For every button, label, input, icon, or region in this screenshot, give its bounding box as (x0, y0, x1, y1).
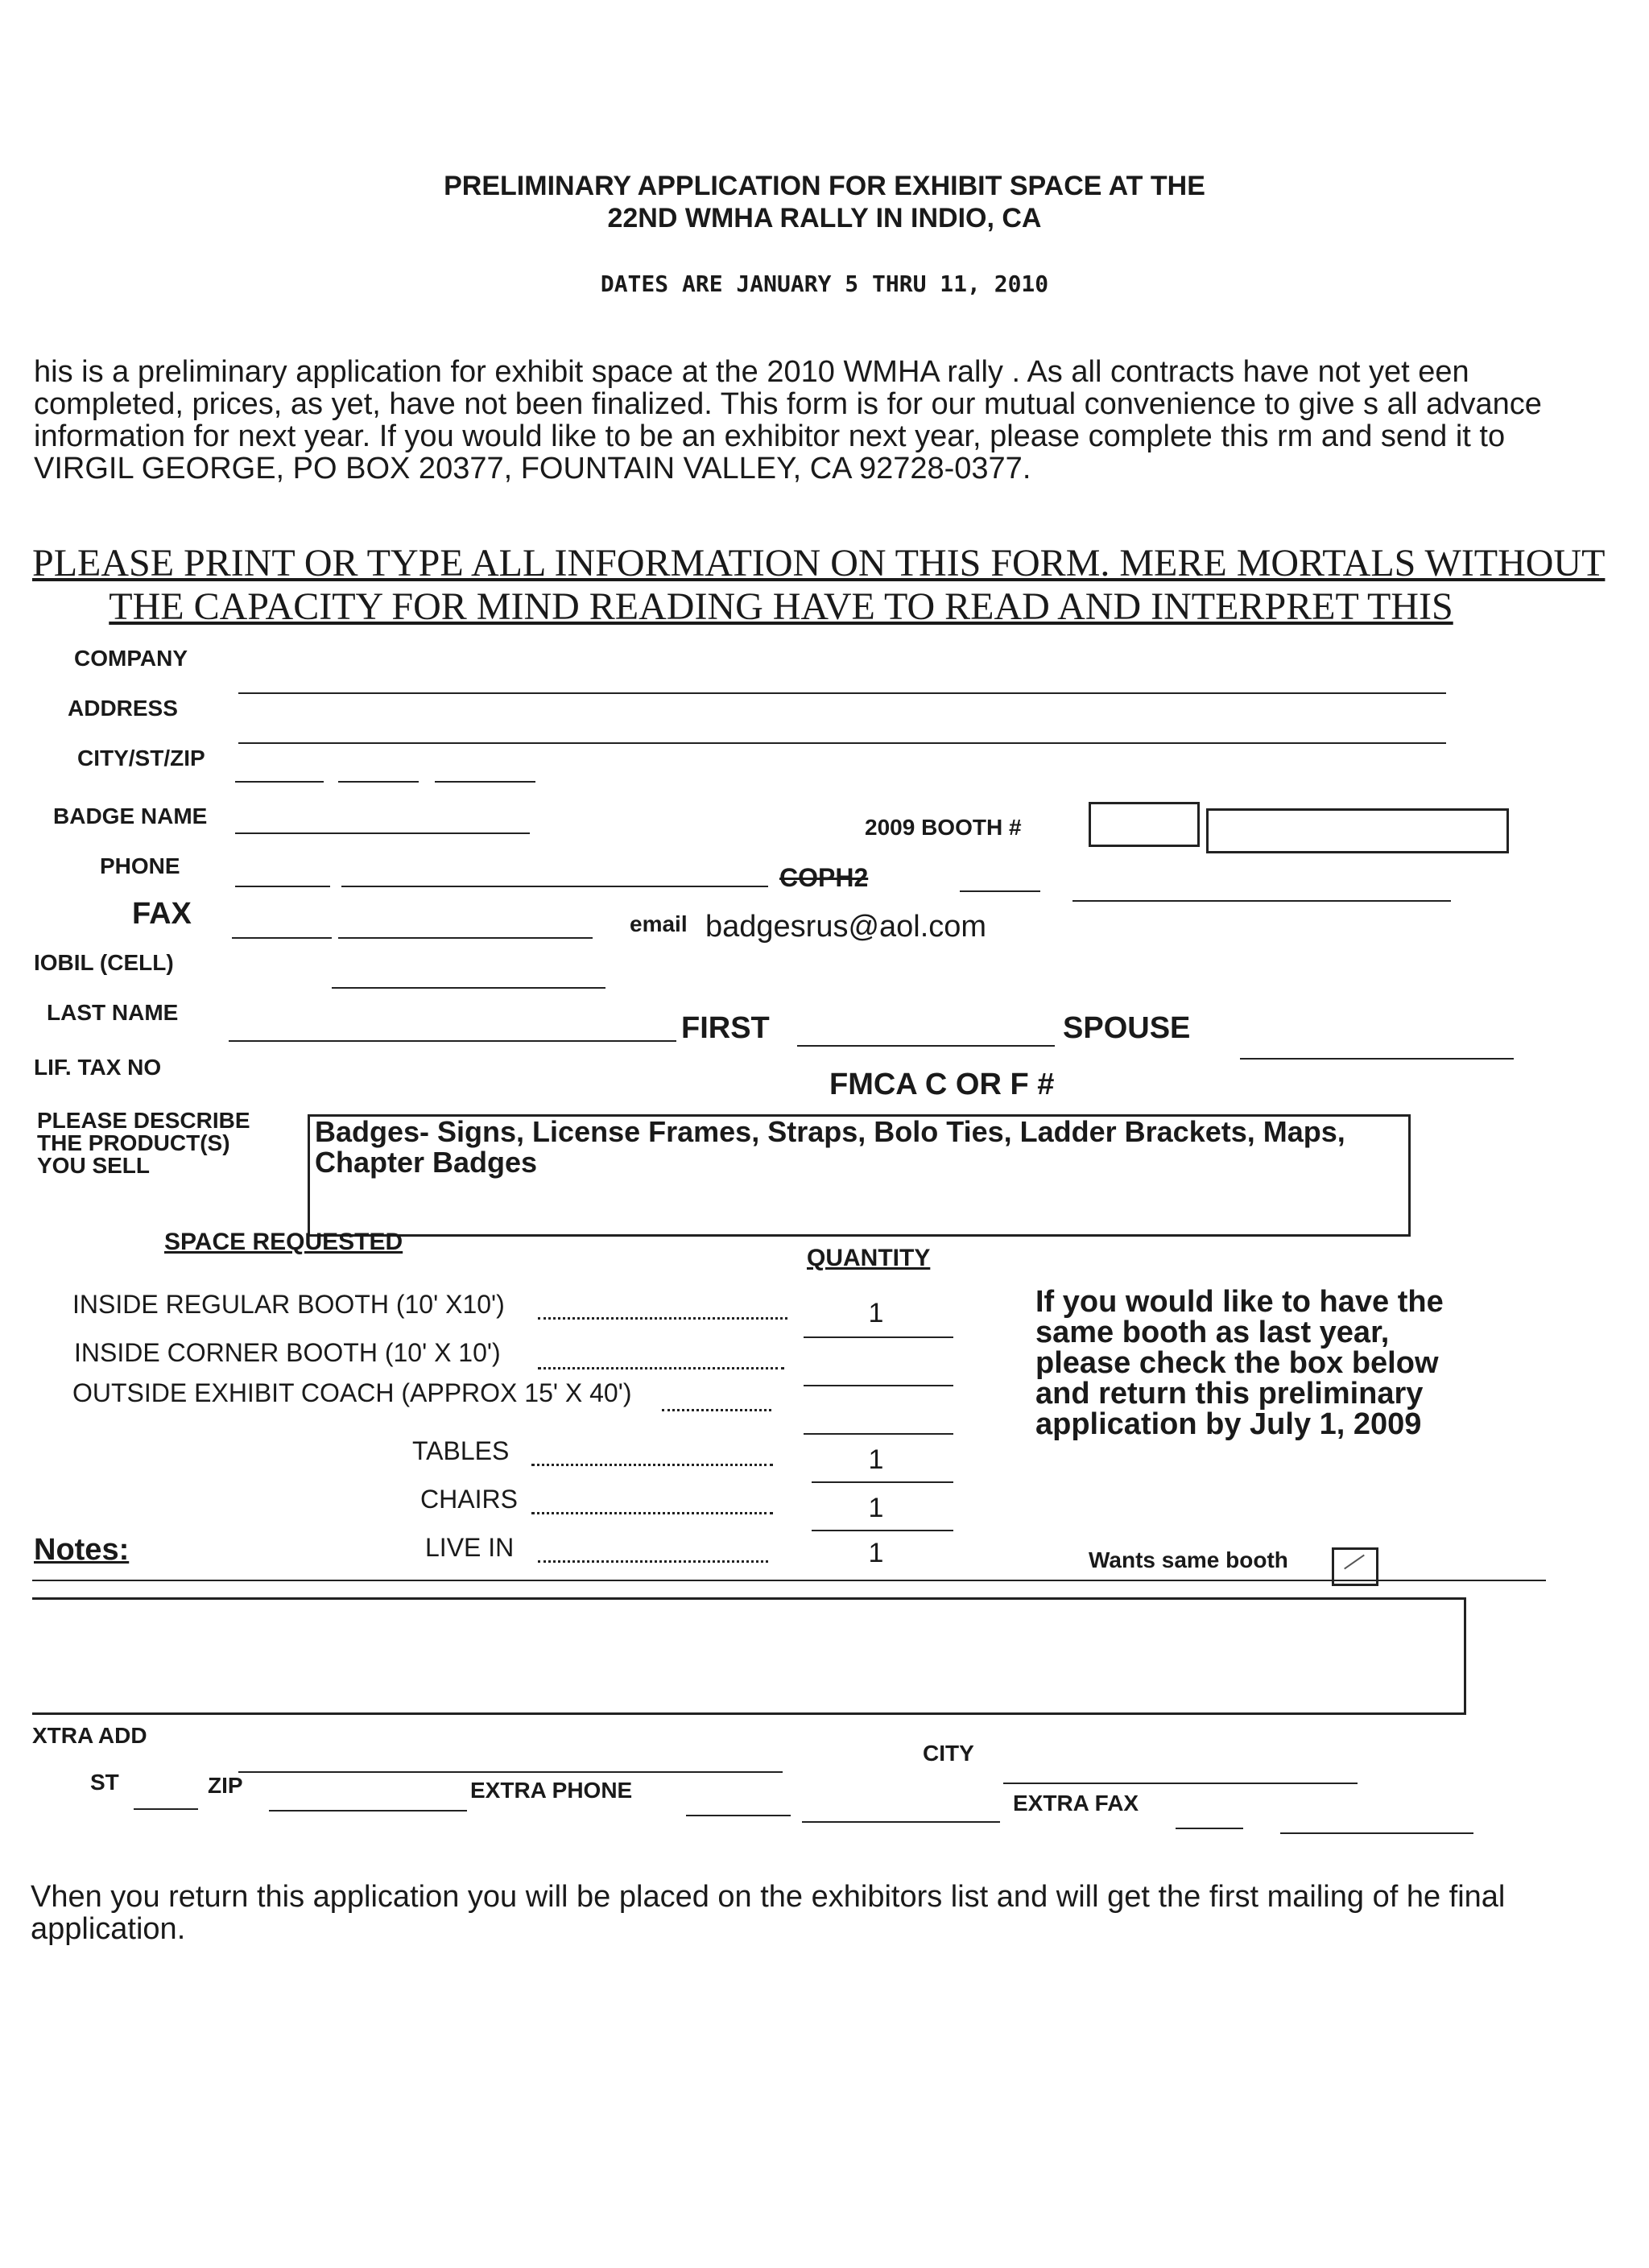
extra-phone-label: EXTRA PHONE (470, 1778, 633, 1803)
coph2-label: COPH2 (779, 863, 869, 892)
city-field[interactable] (235, 781, 324, 783)
address-field[interactable] (238, 742, 1446, 744)
badge-name-field[interactable] (235, 832, 530, 834)
phone-label: PHONE (100, 853, 180, 878)
spouse-label: SPOUSE (1063, 1011, 1191, 1045)
qty-outside-coach-line (804, 1433, 953, 1435)
space-row-tables: TABLES (412, 1436, 510, 1465)
extra-zip-label: ZIP (208, 1773, 243, 1798)
extra-phone-number-field[interactable] (802, 1821, 1000, 1823)
space-row-outside-coach: OUTSIDE EXHIBIT COACH (APPROX 15' X 40') (72, 1378, 632, 1407)
mobile-field[interactable] (332, 987, 605, 989)
fax-area-field[interactable] (232, 937, 332, 939)
intro-paragraph: his is a preliminary application for exhibit space at the 2010 WMHA rally . As all contracts have not yet een completed, prices, as yet, have not been finalized. This form is for our mutual convenience to give s all advance information for next year. If you would like to be an exhibitor next year, please complete this rm and send it to VIRGIL GEORGE, PO BOX 20377, FOUNTAIN VALLEY, CA 92728-0377. (34, 355, 1542, 485)
extra-add-label: XTRA ADD (32, 1723, 147, 1748)
event-dates: DATES ARE JANUARY 5 THRU 11, 2010 (600, 271, 1049, 297)
qty-regular-booth-line (804, 1336, 953, 1338)
first-label: FIRST (681, 1011, 770, 1045)
city-st-zip-label: CITY/ST/ZIP (77, 746, 205, 770)
extra-add-field[interactable] (238, 1771, 783, 1773)
space-row-regular-booth: INSIDE REGULAR BOOTH (10' X10') (72, 1290, 505, 1319)
qty-chairs-line (812, 1530, 953, 1531)
leader-dots (538, 1317, 787, 1320)
leader-dots (662, 1409, 771, 1411)
booth-2009-label: 2009 BOOTH # (865, 815, 1022, 840)
extra-zip-field[interactable] (269, 1810, 467, 1812)
last-name-field[interactable] (229, 1040, 676, 1042)
spouse-field[interactable] (1240, 1058, 1514, 1060)
leader-dots (531, 1464, 773, 1466)
notes-label: Notes: (34, 1533, 130, 1567)
extra-fax-label: EXTRA FAX (1013, 1791, 1139, 1816)
address-label: ADDRESS (68, 696, 178, 721)
same-booth-label: Wants same booth (1089, 1547, 1288, 1572)
notice-line-2: THE CAPACITY FOR MIND READING HAVE TO READ AND INTERPRET THIS (109, 585, 1453, 628)
last-name-label: LAST NAME (47, 1000, 179, 1025)
space-row-live-in: LIVE IN (425, 1533, 515, 1562)
booth-2009-box-2[interactable] (1206, 808, 1509, 853)
quantity-heading: QUANTITY (807, 1245, 931, 1271)
mobile-label: IOBIL (CELL) (34, 950, 174, 975)
fax-number-field[interactable] (338, 937, 593, 939)
space-row-corner-booth: INSIDE CORNER BOOTH (10' X 10') (74, 1338, 501, 1367)
extra-phone-area-field[interactable] (686, 1815, 791, 1816)
phone-area-field[interactable] (235, 886, 330, 887)
qty-tables[interactable]: 1 (868, 1444, 884, 1475)
fmca-label: FMCA C OR F # (829, 1068, 1055, 1101)
extra-fax-number-field[interactable] (1280, 1832, 1473, 1834)
qty-chairs[interactable]: 1 (868, 1493, 884, 1523)
badge-name-label: BADGE NAME (53, 804, 208, 828)
notes-box[interactable] (32, 1597, 1466, 1715)
describe-products-label: PLEASE DESCRIBE THE PRODUCT(S) YOU SELL (37, 1108, 250, 1178)
extra-fax-area-field[interactable] (1176, 1828, 1243, 1829)
extra-st-label: ST (90, 1770, 119, 1795)
notice-line-1: PLEASE PRINT OR TYPE ALL INFORMATION ON THIS FORM. MERE MORTALS WITHOUT (32, 542, 1606, 585)
coph2-number-field[interactable] (1072, 900, 1451, 902)
first-field[interactable] (797, 1045, 1055, 1047)
extra-city-field[interactable] (1003, 1783, 1358, 1784)
calif-tax-label: LIF. TAX NO (34, 1055, 162, 1080)
products-value: Badges- Signs, License Frames, Straps, Bolo Ties, Ladder Brackets, Maps, Chapter Badges (315, 1115, 1345, 1179)
leader-dots (538, 1367, 784, 1369)
zip-field[interactable] (435, 781, 535, 783)
notes-divider (32, 1580, 1546, 1581)
same-booth-instructions: If you would like to have the same booth as last year, please check the box below and return this preliminary application by July 1, 2009 (1035, 1285, 1444, 1441)
email-value[interactable]: badgesrus@aol.com (705, 910, 987, 944)
qty-regular-booth[interactable]: 1 (868, 1298, 884, 1328)
extra-st-field[interactable] (134, 1808, 198, 1810)
qty-tables-line (812, 1481, 953, 1483)
title-line-2: 22ND WMHA RALLY IN INDIO, CA (607, 203, 1042, 233)
qty-corner-booth-line (804, 1385, 953, 1386)
coph2-area-field[interactable] (960, 890, 1040, 892)
title-line-1: PRELIMINARY APPLICATION FOR EXHIBIT SPACE AT THE (444, 171, 1205, 201)
company-field[interactable] (238, 692, 1446, 694)
products-box[interactable] (308, 1114, 1411, 1237)
space-row-chairs: CHAIRS (420, 1485, 518, 1514)
footer-note: Vhen you return this application you will be placed on the exhibitors list and will get the first mailing of he final application. (31, 1880, 1506, 1946)
email-label: email (630, 911, 688, 936)
space-requested-heading: SPACE REQUESTED (164, 1229, 403, 1255)
extra-city-label: CITY (923, 1741, 974, 1766)
qty-live-in[interactable]: 1 (868, 1538, 884, 1568)
fax-label: FAX (132, 897, 192, 931)
leader-dots (531, 1512, 773, 1514)
booth-2009-box-1[interactable] (1089, 802, 1200, 847)
leader-dots (538, 1560, 768, 1563)
phone-number-field[interactable] (341, 886, 768, 887)
company-label: COMPANY (74, 646, 188, 671)
state-field[interactable] (338, 781, 419, 783)
